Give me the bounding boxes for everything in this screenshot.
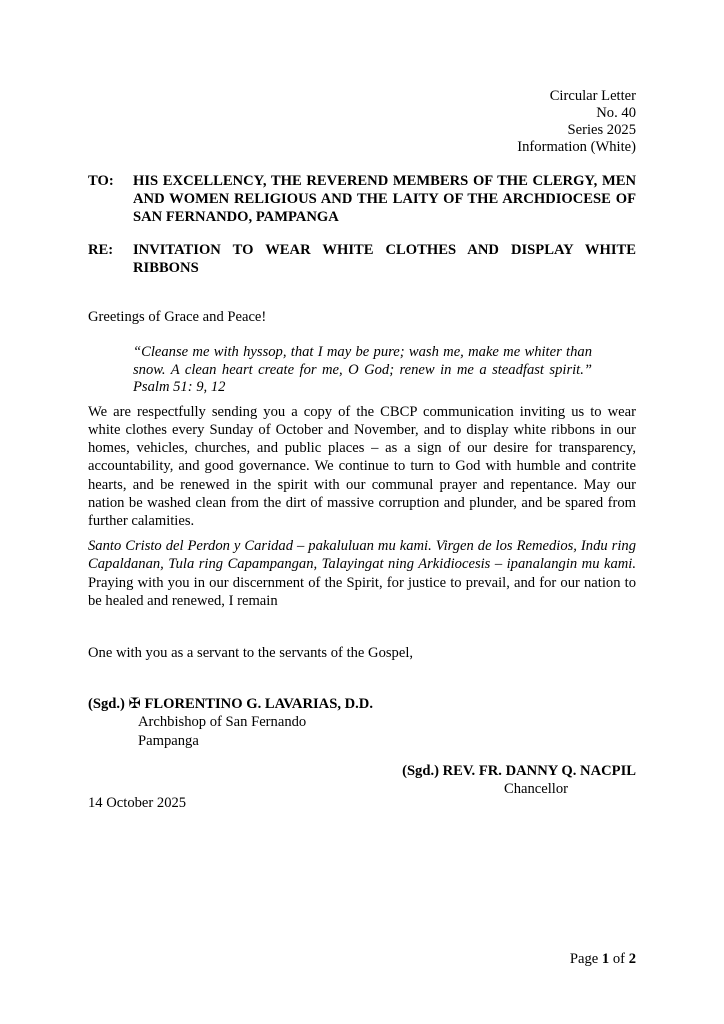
footer-total-pages: 2 [628,951,636,967]
to-section [88,172,636,227]
footer-page-word: Page [569,951,599,967]
archbishop-title: Archbishop of San Fernando [138,714,307,731]
sgd-notation: (Sgd.) [88,696,125,713]
re-line: RIBBONS [133,259,199,276]
archbishop-signature-block [88,695,636,750]
greeting-line: Greetings of Grace and Peace! [88,309,267,326]
archbishop-name: FLORENTINO G. LAVARIAS, D.D. [144,696,373,713]
to-line: SAN FERNANDO, PAMPANGA [133,209,339,226]
footer-of-word: of [612,951,626,967]
paragraph-2-italic-prayer: Santo Cristo del Perdon y Caridad – pakaluluan mu kami. Virgen de los Remedios, Indu ring Capaldanan, Tula ring Capampangan, Talayingat ning Arkidiocesis – ipanalangin mu kami. [88,538,636,573]
date-line: 14 October 2025 [88,795,187,812]
quote-line: “Cleanse me with hyssop, that I may be pure; wash me, make me whiter than [133,344,592,361]
footer-page-number: 1 [601,951,610,967]
to-text [133,172,636,227]
chancellor-signature-block [88,762,636,798]
to-line: AND WOMEN RELIGIOUS AND THE LAITY OF THE ARCHDIOCESE OF [133,191,636,208]
re-section [88,241,636,277]
re-label: RE: [88,241,114,258]
header-line-number: No. 40 [596,105,636,121]
header-line-circular-letter: Circular Letter [549,88,636,104]
header-line-category: Information (White) [517,139,636,155]
body-paragraph-2 [88,537,636,610]
quote-line: snow. A clean heart create for me, O God; renew in me a steadfast spirit.” [133,361,592,378]
re-text [133,241,636,277]
re-line: INVITATION TO WEAR WHITE CLOTHES AND DISPLAY WHITE [133,241,636,258]
chancellor-signature-line: (Sgd.) REV. FR. DANNY Q. NACPIL [402,762,636,779]
circular-header [88,0,636,156]
archbishop-location: Pampanga [138,732,199,749]
archbishop-signature-line [88,695,636,713]
header-line-series: Series 2025 [567,122,636,138]
episcopal-cross-icon: ✠ [128,696,141,713]
scripture-quote [133,344,592,397]
closing-line: One with you as a servant to the servants of the Gospel, [88,644,414,661]
to-label: TO: [88,173,114,189]
to-line: HIS EXCELLENCY, THE REVEREND MEMBERS OF THE CLERGY, MEN [133,173,636,189]
chancellor-title: Chancellor [503,780,568,797]
page-footer [570,950,636,968]
quote-citation: Psalm 51: 9, 12 [133,379,226,396]
paragraph-2-regular: Praying with you in our discernment of the Spirit, for justice to prevail, and for our nation to be healed and renewed, I remain [88,574,636,609]
body-paragraph-1: We are respectfully sending you a copy of the CBCP communication inviting us to wear white clothes every Sunday of October and November, and to display white ribbons in our homes, vehicles, churches, and public places – as a sign of our desire for transparency, accountability, and good governance. We continue to turn to God with humble and contrite hearts, and be renewed in the spirit with our communal prayer and repentance. May our nation be washed clean from the dirt of massive corruption and plunder, and be spared from further calamities. [88,403,636,529]
